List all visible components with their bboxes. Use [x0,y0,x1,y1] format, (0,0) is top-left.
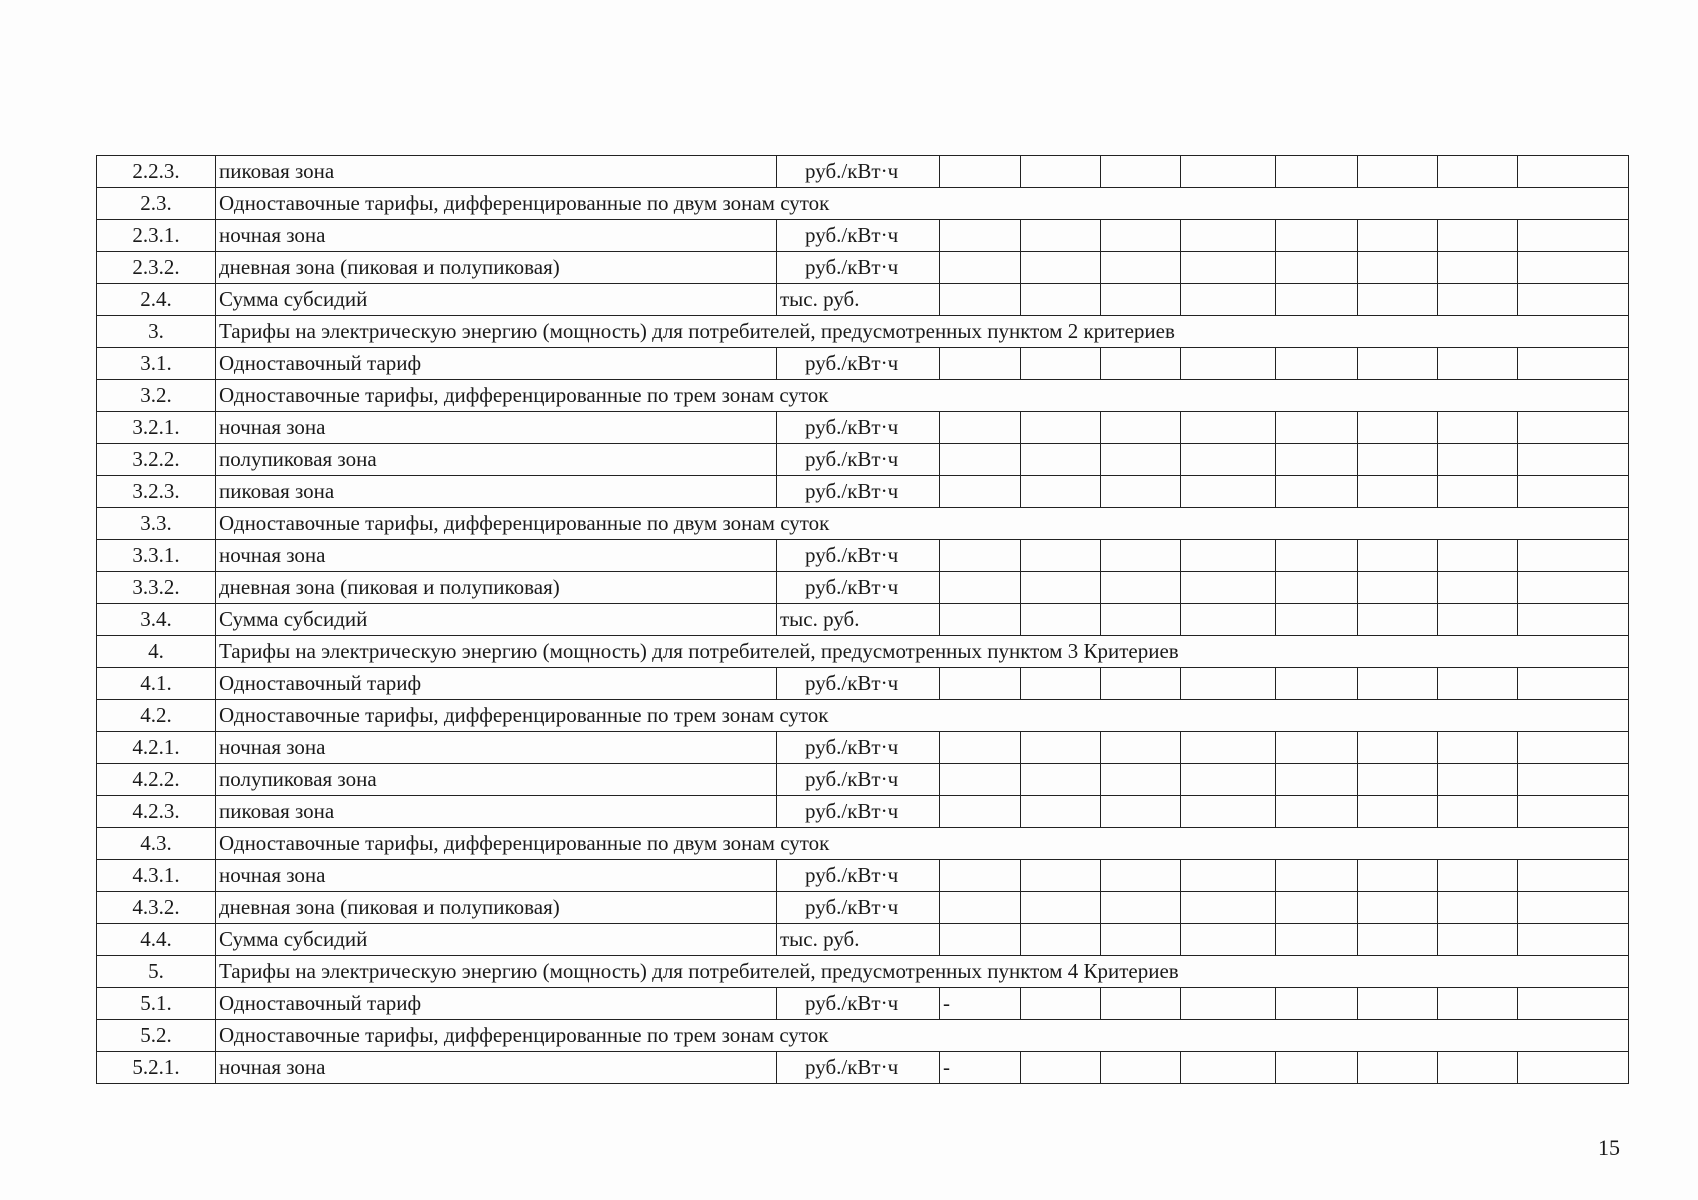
value-cell [1181,476,1276,508]
value-cell [1358,348,1438,380]
value-cell [1021,284,1101,316]
row-number: 5. [97,956,216,988]
table-row [97,572,1629,604]
row-name: Сумма субсидий [216,924,777,956]
value-cell [1358,924,1438,956]
value-cell [1021,476,1101,508]
table-row [97,604,1629,636]
value-cell [1518,764,1629,796]
value-cell [1101,988,1181,1020]
value-cell [1358,668,1438,700]
table-row [97,796,1629,828]
table-body [97,156,1629,1084]
table-row [97,540,1629,572]
value-cell: - [940,1052,1021,1084]
value-cell [1101,1052,1181,1084]
section-header-row [97,188,1629,220]
row-number: 5.1. [97,988,216,1020]
value-cell [940,412,1021,444]
value-cell [940,348,1021,380]
table-row [97,892,1629,924]
value-cell [1438,444,1518,476]
table-row [97,668,1629,700]
row-number: 2.3. [97,188,216,220]
row-number: 4.2.2. [97,764,216,796]
value-cell [1276,860,1358,892]
unit-cell: руб./кВт·ч [777,764,940,796]
unit-cell: руб./кВт·ч [777,156,940,188]
value-cell [1358,988,1438,1020]
value-cell [1438,252,1518,284]
value-cell [1021,732,1101,764]
value-cell [1101,924,1181,956]
value-cell [1181,412,1276,444]
value-cell [1438,796,1518,828]
row-number: 4.3.2. [97,892,216,924]
value-cell [940,220,1021,252]
value-cell [1021,1052,1101,1084]
value-cell [940,476,1021,508]
value-cell [940,572,1021,604]
value-cell [1276,732,1358,764]
row-number: 3.2. [97,380,216,412]
value-cell [1276,476,1358,508]
value-cell [1438,604,1518,636]
value-cell [1276,892,1358,924]
value-cell [1101,604,1181,636]
table-row [97,156,1629,188]
value-cell [1518,860,1629,892]
value-cell [1518,892,1629,924]
value-cell [1181,1052,1276,1084]
value-cell [1021,572,1101,604]
value-cell [1276,156,1358,188]
row-number: 4.4. [97,924,216,956]
unit-cell: тыс. руб. [777,284,940,316]
row-name: пиковая зона [216,796,777,828]
section-title: Тарифы на электрическую энергию (мощность) для потребителей, предусмотренных пунктом 4 Критериев [216,956,1629,988]
value-cell [1276,252,1358,284]
value-cell [1101,892,1181,924]
unit-cell: руб./кВт·ч [777,476,940,508]
row-number: 3.3.2. [97,572,216,604]
value-cell [1276,988,1358,1020]
unit-cell: руб./кВт·ч [777,252,940,284]
row-name: пиковая зона [216,156,777,188]
row-name: Одноставочный тариф [216,348,777,380]
value-cell [1181,732,1276,764]
value-cell [1021,668,1101,700]
value-cell [1101,348,1181,380]
value-cell [1021,412,1101,444]
value-cell [1021,156,1101,188]
value-cell [1438,924,1518,956]
value-cell [1181,540,1276,572]
value-cell [1181,252,1276,284]
value-cell [1181,988,1276,1020]
row-number: 5.2. [97,1020,216,1052]
value-cell [1276,444,1358,476]
unit-cell: руб./кВт·ч [777,796,940,828]
value-cell [1518,540,1629,572]
table-row [97,924,1629,956]
value-cell [1021,924,1101,956]
value-cell [1518,252,1629,284]
value-cell [1181,284,1276,316]
unit-cell: руб./кВт·ч [777,732,940,764]
value-cell [1276,924,1358,956]
value-cell [1101,444,1181,476]
value-cell [940,924,1021,956]
value-cell [940,860,1021,892]
value-cell [1358,860,1438,892]
row-name: Сумма субсидий [216,604,777,636]
row-name: Одноставочный тариф [216,668,777,700]
table-row [97,988,1629,1020]
value-cell [1358,604,1438,636]
value-cell [1518,732,1629,764]
value-cell [1276,604,1358,636]
unit-cell: руб./кВт·ч [777,220,940,252]
value-cell [1518,668,1629,700]
value-cell [1101,540,1181,572]
section-title: Одноставочные тарифы, дифференцированные по трем зонам суток [216,1020,1629,1052]
value-cell [1358,796,1438,828]
value-cell [1518,1052,1629,1084]
row-number: 4.3.1. [97,860,216,892]
section-title: Одноставочные тарифы, дифференцированные по двум зонам суток [216,828,1629,860]
table-row [97,476,1629,508]
value-cell [940,892,1021,924]
value-cell [940,252,1021,284]
row-name: дневная зона (пиковая и полупиковая) [216,252,777,284]
value-cell [1181,924,1276,956]
section-title: Одноставочные тарифы, дифференцированные по трем зонам суток [216,700,1629,732]
value-cell [1276,412,1358,444]
value-cell [1358,156,1438,188]
value-cell [1181,604,1276,636]
unit-cell: руб./кВт·ч [777,348,940,380]
row-number: 4.2. [97,700,216,732]
row-number: 2.3.2. [97,252,216,284]
page-number: 15 [1598,1135,1620,1160]
value-cell [1358,220,1438,252]
section-header-row [97,508,1629,540]
value-cell [1438,412,1518,444]
value-cell [1438,892,1518,924]
value-cell [1021,764,1101,796]
table-row [97,444,1629,476]
value-cell [940,732,1021,764]
section-header-row [97,380,1629,412]
value-cell [1101,220,1181,252]
value-cell [1518,476,1629,508]
value-cell [1181,860,1276,892]
row-number: 3.1. [97,348,216,380]
value-cell [1021,220,1101,252]
table-row [97,252,1629,284]
row-name: ночная зона [216,860,777,892]
value-cell [1021,540,1101,572]
value-cell [940,668,1021,700]
row-number: 3.3. [97,508,216,540]
value-cell [940,156,1021,188]
row-name: Одноставочный тариф [216,988,777,1020]
value-cell [1438,348,1518,380]
value-cell [1438,156,1518,188]
value-cell [1438,764,1518,796]
value-cell [940,540,1021,572]
value-cell [1358,284,1438,316]
value-cell [1181,348,1276,380]
row-name: пиковая зона [216,476,777,508]
unit-cell: тыс. руб. [777,924,940,956]
row-number: 5.2.1. [97,1052,216,1084]
value-cell [1181,220,1276,252]
value-cell [1101,668,1181,700]
table-row [97,412,1629,444]
unit-cell: руб./кВт·ч [777,860,940,892]
table-row [97,860,1629,892]
value-cell [1438,284,1518,316]
row-name: полупиковая зона [216,764,777,796]
unit-cell: руб./кВт·ч [777,668,940,700]
value-cell [1101,860,1181,892]
row-number: 3.2.1. [97,412,216,444]
value-cell [1438,988,1518,1020]
row-number: 4.2.1. [97,732,216,764]
value-cell [1101,284,1181,316]
value-cell [940,444,1021,476]
row-number: 3.3.1. [97,540,216,572]
value-cell [1518,572,1629,604]
value-cell [1438,1052,1518,1084]
value-cell [1276,540,1358,572]
value-cell [1181,796,1276,828]
row-name: Сумма субсидий [216,284,777,316]
value-cell [1021,860,1101,892]
unit-cell: руб./кВт·ч [777,540,940,572]
value-cell [1101,732,1181,764]
tariff-table [96,155,1629,1084]
table-row [97,732,1629,764]
value-cell [1181,892,1276,924]
row-number: 4.1. [97,668,216,700]
value-cell [1276,764,1358,796]
value-cell [940,764,1021,796]
row-number: 2.4. [97,284,216,316]
value-cell [1358,540,1438,572]
value-cell [1518,348,1629,380]
value-cell [1518,604,1629,636]
table-row [97,1052,1629,1084]
value-cell [1101,156,1181,188]
value-cell [1518,156,1629,188]
value-cell [1358,252,1438,284]
table-row [97,284,1629,316]
section-header-row [97,1020,1629,1052]
value-cell [1276,284,1358,316]
value-cell: - [940,988,1021,1020]
section-header-row [97,636,1629,668]
value-cell [1438,540,1518,572]
value-cell [1101,476,1181,508]
value-cell [1021,892,1101,924]
section-title: Тарифы на электрическую энергию (мощность) для потребителей, предусмотренных пунктом 3 Критериев [216,636,1629,668]
value-cell [1438,668,1518,700]
row-number: 3.2.3. [97,476,216,508]
value-cell [1276,572,1358,604]
value-cell [1181,764,1276,796]
value-cell [1358,1052,1438,1084]
row-number: 4.2.3. [97,796,216,828]
table-row [97,764,1629,796]
unit-cell: тыс. руб. [777,604,940,636]
value-cell [1101,412,1181,444]
value-cell [940,796,1021,828]
value-cell [1181,572,1276,604]
value-cell [1276,220,1358,252]
value-cell [1438,572,1518,604]
row-number: 2.2.3. [97,156,216,188]
row-name: ночная зона [216,540,777,572]
value-cell [940,284,1021,316]
row-number: 4.3. [97,828,216,860]
value-cell [1518,444,1629,476]
row-number: 4. [97,636,216,668]
value-cell [1101,764,1181,796]
unit-cell: руб./кВт·ч [777,988,940,1020]
table-row [97,220,1629,252]
value-cell [1358,476,1438,508]
row-name: дневная зона (пиковая и полупиковая) [216,572,777,604]
value-cell [1181,156,1276,188]
row-name: ночная зона [216,220,777,252]
section-header-row [97,828,1629,860]
value-cell [1358,444,1438,476]
section-header-row [97,316,1629,348]
unit-cell: руб./кВт·ч [777,892,940,924]
value-cell [1021,604,1101,636]
value-cell [1518,284,1629,316]
value-cell [1276,796,1358,828]
value-cell [1438,220,1518,252]
section-title: Одноставочные тарифы, дифференцированные по трем зонам суток [216,380,1629,412]
value-cell [1358,412,1438,444]
unit-cell: руб./кВт·ч [777,1052,940,1084]
value-cell [1518,924,1629,956]
value-cell [1181,668,1276,700]
row-name: ночная зона [216,732,777,764]
row-name: ночная зона [216,1052,777,1084]
value-cell [1276,668,1358,700]
value-cell [1518,796,1629,828]
value-cell [1358,892,1438,924]
value-cell [1358,764,1438,796]
table-row [97,348,1629,380]
row-number: 2.3.1. [97,220,216,252]
value-cell [1021,796,1101,828]
value-cell [1101,572,1181,604]
value-cell [1518,988,1629,1020]
value-cell [1021,348,1101,380]
value-cell [1518,412,1629,444]
row-number: 3. [97,316,216,348]
value-cell [1021,444,1101,476]
row-number: 3.2.2. [97,444,216,476]
value-cell [1021,252,1101,284]
value-cell [1181,444,1276,476]
unit-cell: руб./кВт·ч [777,444,940,476]
row-name: ночная зона [216,412,777,444]
section-header-row [97,700,1629,732]
value-cell [1276,348,1358,380]
value-cell [1101,796,1181,828]
unit-cell: руб./кВт·ч [777,412,940,444]
row-name: дневная зона (пиковая и полупиковая) [216,892,777,924]
value-cell [1438,476,1518,508]
value-cell [1438,732,1518,764]
value-cell [1358,572,1438,604]
section-header-row [97,956,1629,988]
row-name: полупиковая зона [216,444,777,476]
value-cell [1101,252,1181,284]
value-cell [1021,988,1101,1020]
unit-cell: руб./кВт·ч [777,572,940,604]
value-cell [1438,860,1518,892]
row-number: 3.4. [97,604,216,636]
value-cell [1276,1052,1358,1084]
section-title: Одноставочные тарифы, дифференцированные по двум зонам суток [216,188,1629,220]
value-cell [1358,732,1438,764]
section-title: Одноставочные тарифы, дифференцированные по двум зонам суток [216,508,1629,540]
value-cell [940,604,1021,636]
value-cell [1518,220,1629,252]
section-title: Тарифы на электрическую энергию (мощность) для потребителей, предусмотренных пунктом 2 критериев [216,316,1629,348]
